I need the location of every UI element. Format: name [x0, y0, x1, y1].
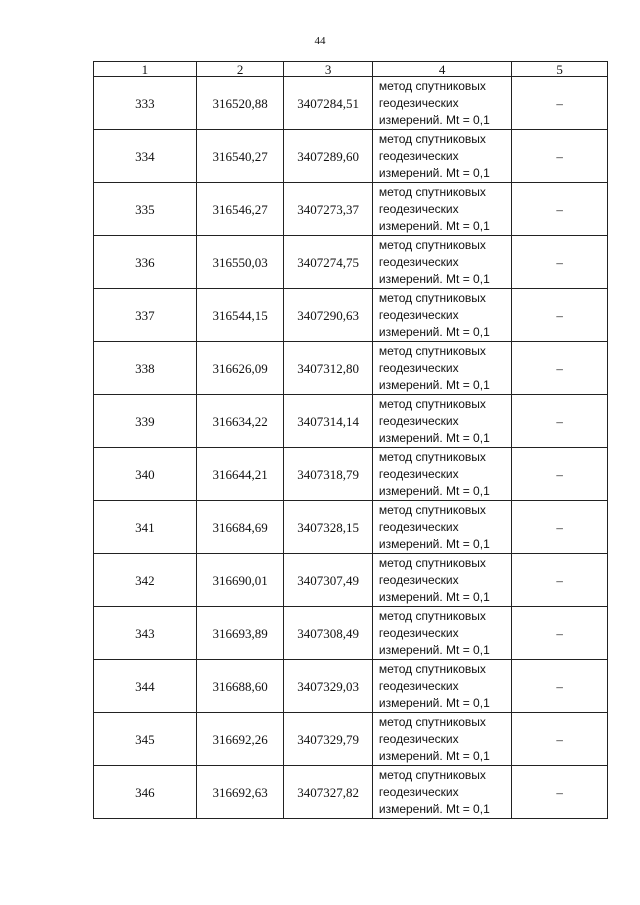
method-cell: [372, 501, 511, 554]
table-row: [94, 501, 608, 554]
dash-mark: –: [556, 254, 563, 270]
method-line: геодезических: [378, 254, 459, 269]
table-row: [94, 77, 608, 130]
table-row: [94, 713, 608, 766]
x-coordinate-cell: 316550,03: [196, 236, 284, 289]
x-coordinate-cell: 316693,89: [196, 607, 284, 660]
table-body: [94, 77, 608, 819]
method-cell: [372, 130, 511, 183]
x-coordinate-cell: 316692,26: [196, 713, 284, 766]
note-cell: [512, 713, 608, 766]
table-row: [94, 342, 608, 395]
y-coordinate-cell: 3407289,60: [284, 130, 373, 183]
method-line: измерений. Mt = 0,1: [378, 165, 490, 180]
x-coordinate-cell: 316520,88: [196, 77, 284, 130]
method-cell: [372, 236, 511, 289]
table-row: [94, 554, 608, 607]
method-cell: [372, 554, 511, 607]
method-line: геодезических: [378, 95, 459, 110]
x-coordinate-cell: 316688,60: [196, 660, 284, 713]
note-cell: [512, 289, 608, 342]
y-coordinate-cell: 3407318,79: [284, 448, 373, 501]
x-coordinate-cell: 316546,27: [196, 183, 284, 236]
point-number-cell: 346: [94, 766, 197, 819]
method-line: геодезических: [378, 148, 459, 163]
method-line: геодезических: [378, 307, 459, 322]
point-number-cell: 344: [94, 660, 197, 713]
method-line: геодезических: [378, 519, 459, 534]
dash-mark: –: [556, 625, 563, 641]
table-row: [94, 130, 608, 183]
x-coordinate-cell: 316690,01: [196, 554, 284, 607]
method-cell: [372, 183, 511, 236]
y-coordinate-cell: 3407273,37: [284, 183, 373, 236]
note-cell: [512, 183, 608, 236]
note-cell: [512, 77, 608, 130]
x-coordinate-cell: 316540,27: [196, 130, 284, 183]
note-cell: [512, 607, 608, 660]
method-line: измерений. Mt = 0,1: [378, 377, 490, 392]
method-line: метод спутниковых: [378, 661, 486, 676]
note-cell: [512, 501, 608, 554]
method-cell: [372, 713, 511, 766]
method-line: метод спутниковых: [378, 290, 486, 305]
note-cell: [512, 395, 608, 448]
method-line: метод спутниковых: [378, 449, 486, 464]
dash-mark: –: [556, 678, 563, 694]
method-line: геодезических: [378, 360, 459, 375]
method-line: измерений. Mt = 0,1: [378, 536, 490, 551]
table-row: [94, 660, 608, 713]
point-number-cell: 340: [94, 448, 197, 501]
method-line: метод спутниковых: [378, 78, 486, 93]
point-number-cell: 342: [94, 554, 197, 607]
table-row: [94, 448, 608, 501]
header-col-4: 4: [372, 62, 511, 77]
x-coordinate-cell: 316544,15: [196, 289, 284, 342]
method-line: геодезических: [378, 413, 459, 428]
table-header: [94, 62, 608, 77]
header-col-2: 2: [196, 62, 284, 77]
method-line: метод спутниковых: [378, 502, 486, 517]
x-coordinate-cell: 316626,09: [196, 342, 284, 395]
method-cell: [372, 607, 511, 660]
header-col-5: 5: [512, 62, 608, 77]
point-number-cell: 333: [94, 77, 197, 130]
method-line: метод спутниковых: [378, 131, 486, 146]
note-cell: [512, 554, 608, 607]
method-line: геодезических: [378, 466, 459, 481]
method-line: измерений. Mt = 0,1: [378, 801, 490, 816]
dash-mark: –: [556, 307, 563, 323]
dash-mark: –: [556, 784, 563, 800]
table-row: [94, 289, 608, 342]
y-coordinate-cell: 3407284,51: [284, 77, 373, 130]
x-coordinate-cell: 316634,22: [196, 395, 284, 448]
y-coordinate-cell: 3407329,03: [284, 660, 373, 713]
method-line: геодезических: [378, 625, 459, 640]
method-line: геодезических: [378, 784, 459, 799]
table-row: [94, 766, 608, 819]
method-line: геодезических: [378, 678, 459, 693]
method-line: измерений. Mt = 0,1: [378, 589, 490, 604]
y-coordinate-cell: 3407312,80: [284, 342, 373, 395]
point-number-cell: 337: [94, 289, 197, 342]
method-cell: [372, 660, 511, 713]
method-cell: [372, 448, 511, 501]
point-number-cell: 335: [94, 183, 197, 236]
method-line: метод спутниковых: [378, 608, 486, 623]
method-line: геодезических: [378, 731, 459, 746]
note-cell: [512, 236, 608, 289]
table-row: [94, 395, 608, 448]
method-cell: [372, 289, 511, 342]
note-cell: [512, 448, 608, 501]
y-coordinate-cell: 3407274,75: [284, 236, 373, 289]
note-cell: [512, 130, 608, 183]
method-line: метод спутниковых: [378, 184, 486, 199]
y-coordinate-cell: 3407314,14: [284, 395, 373, 448]
header-col-3: 3: [284, 62, 373, 77]
note-cell: [512, 342, 608, 395]
method-line: метод спутниковых: [378, 396, 486, 411]
method-line: измерений. Mt = 0,1: [378, 430, 490, 445]
y-coordinate-cell: 3407329,79: [284, 713, 373, 766]
x-coordinate-cell: 316684,69: [196, 501, 284, 554]
table-row: [94, 236, 608, 289]
point-number-cell: 338: [94, 342, 197, 395]
header-row: [94, 62, 608, 77]
point-number-cell: 343: [94, 607, 197, 660]
note-cell: [512, 660, 608, 713]
table-row: [94, 183, 608, 236]
method-line: геодезических: [378, 572, 459, 587]
method-cell: [372, 766, 511, 819]
y-coordinate-cell: 3407328,15: [284, 501, 373, 554]
y-coordinate-cell: 3407327,82: [284, 766, 373, 819]
coordinates-table: [93, 61, 608, 819]
point-number-cell: 339: [94, 395, 197, 448]
x-coordinate-cell: 316692,63: [196, 766, 284, 819]
header-col-1: 1: [94, 62, 197, 77]
method-line: метод спутниковых: [378, 237, 486, 252]
page-number: 44: [314, 35, 326, 47]
method-line: измерений. Mt = 0,1: [378, 748, 490, 763]
x-coordinate-cell: 316644,21: [196, 448, 284, 501]
method-cell: [372, 342, 511, 395]
method-line: измерений. Mt = 0,1: [378, 483, 490, 498]
dash-mark: –: [556, 519, 563, 535]
method-line: измерений. Mt = 0,1: [378, 695, 490, 710]
point-number-cell: 334: [94, 130, 197, 183]
dash-mark: –: [556, 201, 563, 217]
method-line: метод спутниковых: [378, 714, 486, 729]
point-number-cell: 345: [94, 713, 197, 766]
dash-mark: –: [556, 148, 563, 164]
method-line: измерений. Mt = 0,1: [378, 642, 490, 657]
table-row: [94, 607, 608, 660]
method-line: метод спутниковых: [378, 343, 486, 358]
method-line: измерений. Mt = 0,1: [378, 112, 490, 127]
method-line: метод спутниковых: [378, 555, 486, 570]
dash-mark: –: [556, 360, 563, 376]
dash-mark: –: [556, 466, 563, 482]
point-number-cell: 336: [94, 236, 197, 289]
dash-mark: –: [556, 95, 563, 111]
method-line: измерений. Mt = 0,1: [378, 218, 490, 233]
method-line: метод спутниковых: [378, 767, 486, 782]
method-line: геодезических: [378, 201, 459, 216]
point-number-cell: 341: [94, 501, 197, 554]
y-coordinate-cell: 3407307,49: [284, 554, 373, 607]
method-cell: [372, 77, 511, 130]
dash-mark: –: [556, 572, 563, 588]
dash-mark: –: [556, 413, 563, 429]
method-line: измерений. Mt = 0,1: [378, 324, 490, 339]
y-coordinate-cell: 3407290,63: [284, 289, 373, 342]
method-cell: [372, 395, 511, 448]
method-line: измерений. Mt = 0,1: [378, 271, 490, 286]
y-coordinate-cell: 3407308,49: [284, 607, 373, 660]
dash-mark: –: [556, 731, 563, 747]
note-cell: [512, 766, 608, 819]
